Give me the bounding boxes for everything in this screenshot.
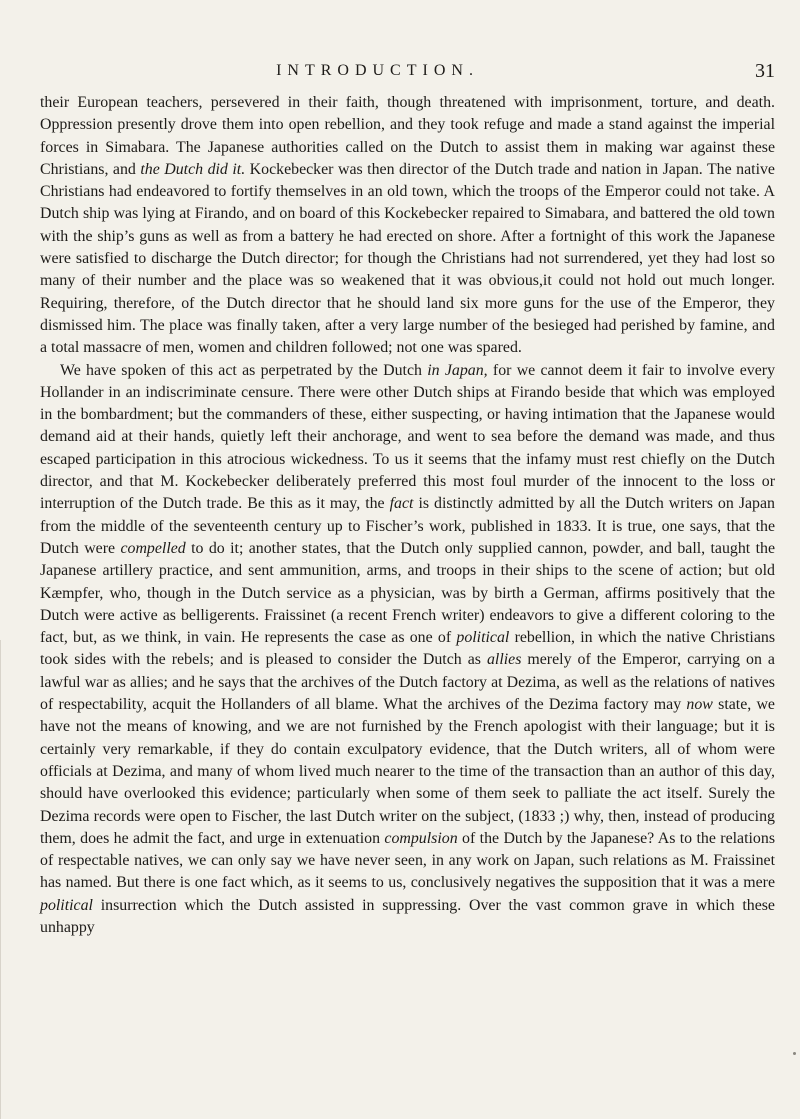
italic-text: political	[40, 896, 93, 914]
text-run: of the Dutch by the Japanese? As to the relations of respectable natives, we can only say we have never seen, in any work on Japan, such relations as M. Fraissinet has named. But there is one fact which, as it seems to us, conclusively negatives the supposition that it was a mere	[40, 829, 775, 892]
text-run: We have spoken of this act as perpetrated by the Dutch	[60, 361, 428, 379]
page-header	[40, 62, 775, 86]
text-run: to do it; another states, that the Dutch only supplied cannon, powder, and ball, taught the Japanese artillery practice, and sent ammunition, arms, and troops in their ships to the scene of action; but old Kæmpfer, who, though in the Dutch service as a physician, was by birth a German, affirms positively that the Dutch were active as belligerents. Fraissinet (a recent French writer) endeavors to give a different coloring to the fact, but, as we think, in vain. He represents the case as one of	[40, 539, 775, 647]
text-run: is distinctly admitted by all the Dutch writers on Japan from the middle of the seventeenth century up to Fischer’s work, published in 1833. It is true, one says, that the Dutch were	[40, 495, 775, 557]
body-text	[40, 92, 775, 939]
italic-text: compulsion	[384, 829, 458, 847]
paragraph-2	[40, 360, 775, 940]
italic-text: political	[456, 629, 510, 647]
text-run: merely of the Emperor, carrying on a lawful war as allies; and he says that the archives of the Dutch factory at Dezima, as well as the relations of natives of respectability, acquit the Hollanders of all blame. What the archives of the Dezima factory may	[40, 651, 775, 714]
text-run: state, we have not the means of knowing, and we are not furnished by the French apologist with their language; but it is certainly very remarkable, if they do contain exculpatory evidence, that the Dutch writers, all of whom were officials at Dezima, and many of whom lived much nearer to the time of the transaction than an author of this day, should have overlooked this evidence; particularly when some of them seek to palliate the act itself. Surely the Dezima records were open to Fischer, the last Dutch writer on the subject, (1833 ;) why, then, instead of producing them, does he admit the fact, and urge in extenuation	[40, 696, 775, 847]
text-run: their European teachers, persevered in their faith, though threatened with imprisonment, torture, and death. Oppression presently drove them into open rebellion, and they took refuge and made a stand against the imperial forces in Simabara. The Japanese authorities called on the Dutch to assist them in making war against these Christians, and	[40, 94, 775, 178]
text-run: Kockebecker was then director of the Dutch trade and nation in Japan. The native Christians had endeavored to fortify themselves in an old town, which the troops of the Emperor could not take. A Dutch ship was lying at Firando, and on board of this Kockebecker repaired to Simabara, and battered the old town with the ship’s guns as well as from a battery he had erected on shore. After a fortnight of this work the Japanese were satisfied to discharge the Dutch director; for though the Christians had not surrendered, yet they had lost so many of their number and the place was so weakened that it was obvious,it could not hold out much longer. Requiring, therefore, of the Dutch director that he should land six more guns for the use of the Emperor, they dismissed him. The place was finally taken, after a very large number of the besieged had perished by famine, and a total massacre of men, women and children followed; not one was spared.	[40, 160, 775, 357]
italic-text: the Dutch did it.	[140, 160, 246, 178]
text-run: rebellion, in which the native Christians took sides with the rebels; and is pleased to consider the Dutch as	[40, 629, 775, 669]
text-run: insurrection which the Dutch assisted in suppressing. Over the vast common grave in which these unhappy	[40, 896, 775, 936]
italic-text: compelled	[120, 539, 186, 557]
text-run: for we cannot deem it fair to involve every Hollander in an indiscriminate censure. There were other Dutch ships at Firando beside that which was employed in the bombardment; but the commanders of these, either suspecting, or having intimation that the Japanese would demand aid at their hands, quietly left their anchorage, and went to sea before the demand was made, and thus escaped participation in this atrocious wickedness. To us it seems that the infamy must rest chiefly on the Dutch director, and that M. Kockebecker deliberately preferred this most foul murder of the innocent to the loss or interruption of the Dutch trade. Be this as it may, the	[40, 361, 776, 513]
page-number: 31	[755, 60, 775, 82]
running-title: INTRODUCTION.	[276, 62, 479, 79]
italic-text: fact	[389, 495, 414, 513]
italic-text: in Japan,	[427, 361, 488, 379]
italic-text: allies	[486, 651, 522, 669]
italic-text: now	[686, 696, 713, 714]
page-edge-shadow	[0, 640, 1, 1119]
print-speck	[793, 1052, 796, 1055]
paragraph-1	[40, 92, 775, 360]
